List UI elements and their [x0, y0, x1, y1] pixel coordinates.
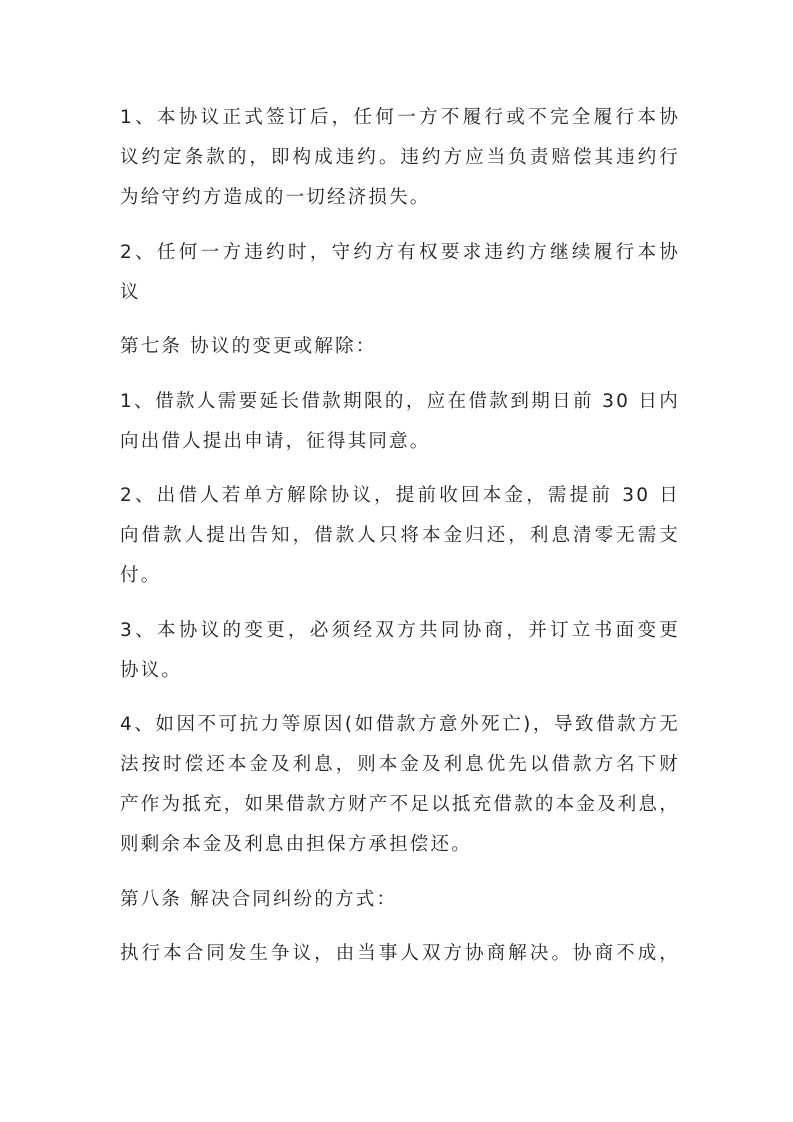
- article-7-heading: [120, 327, 680, 367]
- document-body: [120, 98, 680, 989]
- article-8-heading: [120, 880, 680, 920]
- text-line: 向出借人提出申请，征得其同意。: [120, 430, 431, 452]
- text-line: 则剩余本金及利息由担保方承担偿还。: [120, 834, 472, 855]
- text-line: 3、本协议的变更，必须经双方共同协商，并订立书面变更: [120, 619, 680, 641]
- text-line: 法按时偿还本金及利息，则本金及利息优先以借款方名下财: [120, 754, 680, 775]
- text-line: 1、借款人需要延长借款期限的，应在借款到期日前 30 日内: [120, 390, 680, 412]
- heading-line: 第八条 解决合同纠纷的方式：: [120, 888, 398, 910]
- text-line: 1、本协议正式签订后，任何一方不履行或不完全履行本协: [120, 107, 680, 128]
- clause-7-2: [120, 476, 680, 596]
- clause-7-3: [120, 611, 680, 691]
- text-line: 为给守约方造成的一切经济损失。: [120, 187, 431, 208]
- clause-6-2: [120, 233, 680, 313]
- text-line: 向借款人提出告知，借款人只将本金归还，利息清零无需支: [120, 525, 680, 546]
- text-line: 2、任何一方违约时，守约方有权要求违约方继续履行本协: [120, 241, 680, 263]
- clause-7-1: [120, 382, 680, 462]
- text-line: 议约定条款的，即构成违约。违约方应当负责赔偿其违约行: [120, 147, 680, 168]
- text-line: 4、如因不可抗力等原因(如借款方意外死亡)，导致借款方无: [120, 714, 680, 735]
- text-line: 议: [120, 281, 141, 303]
- text-line: 2、出借人若单方解除协议，提前收回本金，需提前 30 日: [120, 485, 680, 506]
- clause-7-4: [120, 705, 680, 865]
- text-line: 协议。: [120, 659, 183, 681]
- text-line: 执行本合同发生争议，由当事人双方协商解决。协商不成，: [120, 943, 680, 964]
- article-8-text: [120, 934, 680, 974]
- clause-6-1: [120, 98, 680, 218]
- text-line: 产作为抵充，如果借款方财产不足以抵充借款的本金及利息，: [120, 794, 680, 815]
- heading-line: 第七条 协议的变更或解除：: [120, 336, 377, 357]
- text-line: 付。: [120, 565, 162, 586]
